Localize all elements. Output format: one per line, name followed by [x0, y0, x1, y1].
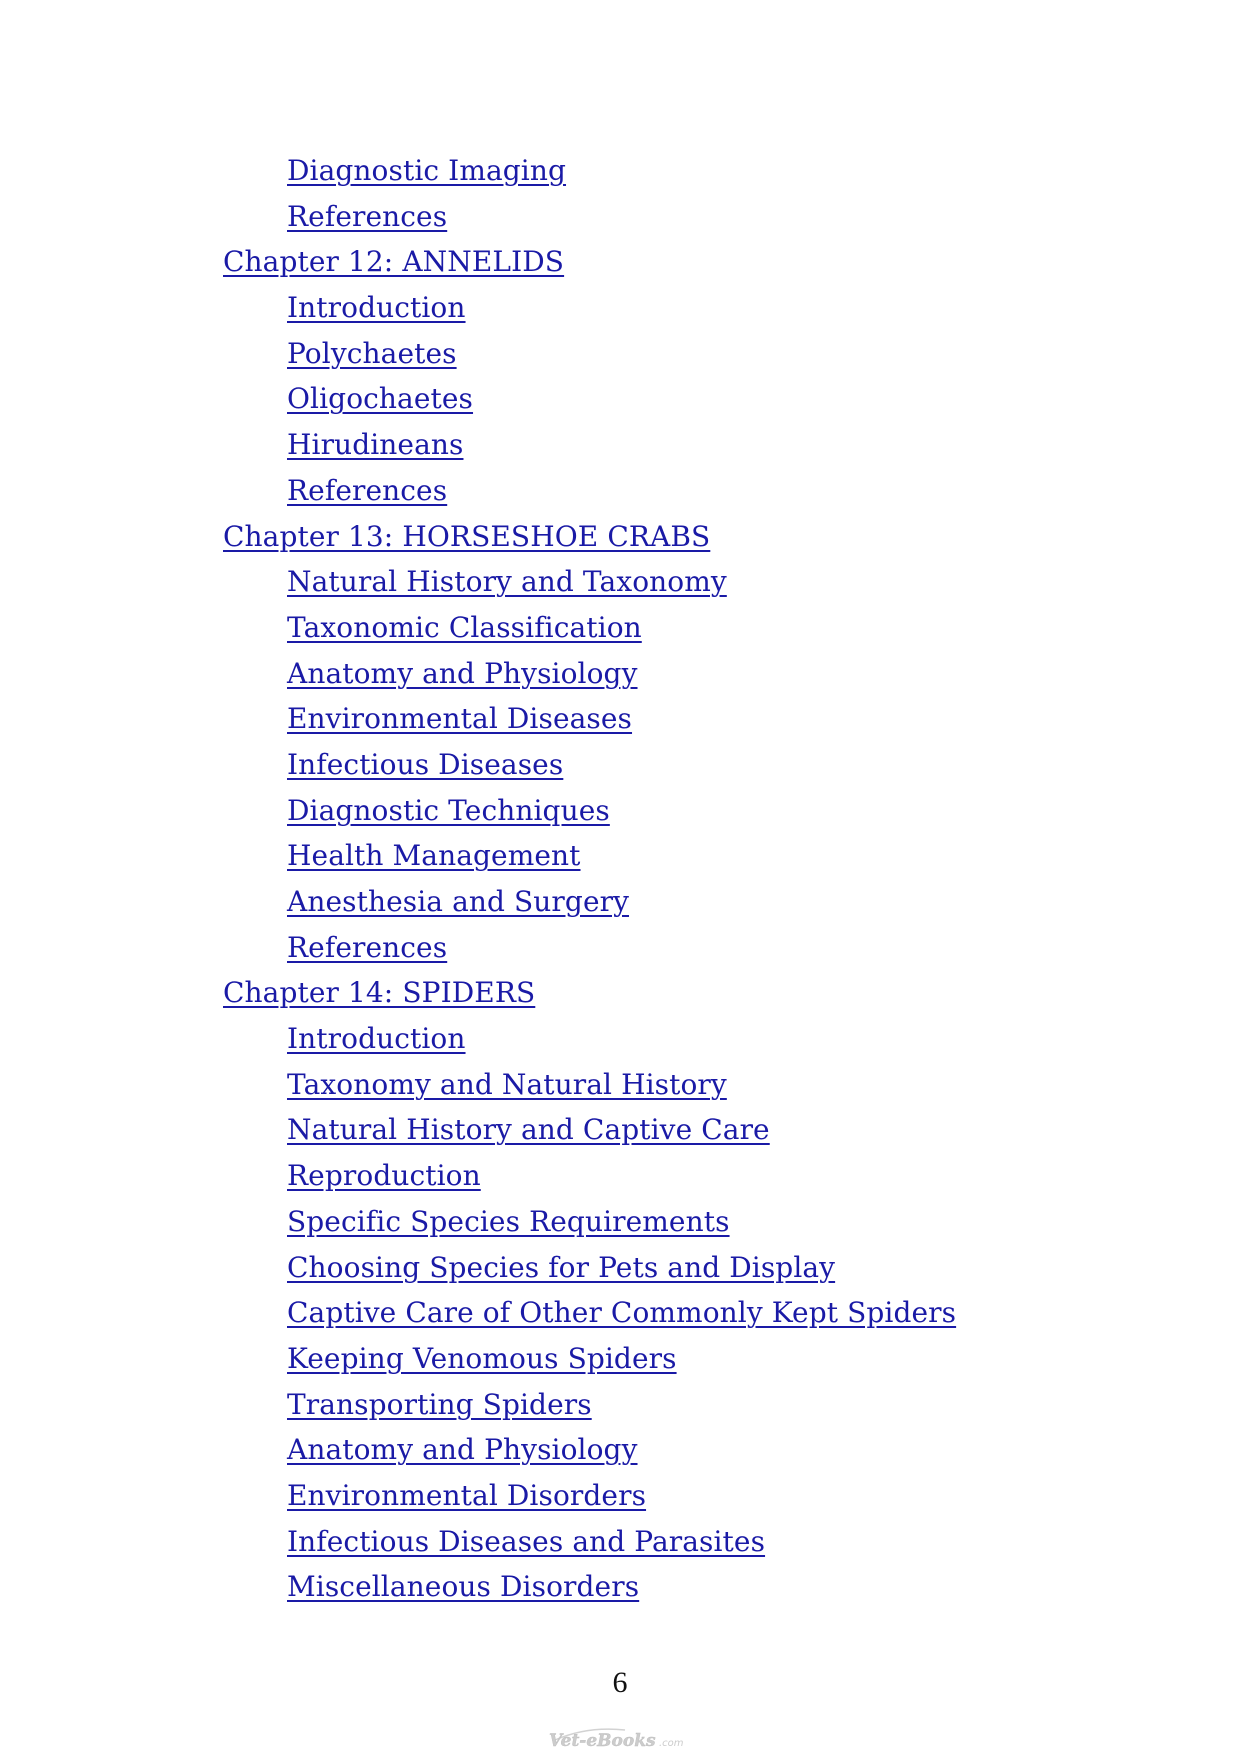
toc-section-entry — [0, 1427, 1240, 1473]
section-link[interactable]: Anesthesia and Surgery — [287, 885, 630, 918]
toc-chapter-entry — [0, 970, 1240, 1016]
section-link[interactable]: Anatomy and Physiology — [287, 1433, 638, 1467]
section-link[interactable]: Diagnostic Imaging — [287, 154, 567, 187]
section-link[interactable]: Hirudineans — [287, 428, 464, 462]
toc-section-entry — [0, 925, 1240, 971]
svg-text:.com: .com — [659, 1738, 684, 1749]
toc-section-entry — [0, 1473, 1240, 1519]
toc-section-entry — [0, 788, 1240, 834]
section-link[interactable]: Polychaetes — [287, 336, 457, 370]
section-link[interactable]: Natural History and Captive Care — [287, 1113, 770, 1147]
toc-section-entry — [0, 1290, 1240, 1336]
section-link[interactable]: Miscellaneous Disorders — [287, 1570, 640, 1604]
toc-section-entry — [0, 696, 1240, 742]
section-link[interactable]: References — [287, 473, 448, 507]
section-link[interactable]: Natural History and Taxonomy — [287, 565, 727, 599]
toc-section-entry — [0, 1519, 1240, 1565]
toc-section-entry — [0, 194, 1240, 240]
toc-section-entry — [0, 1062, 1240, 1108]
section-link[interactable]: Keeping Venomous Spiders — [287, 1341, 677, 1375]
toc-section-entry — [0, 1153, 1240, 1199]
toc-section-entry — [0, 1564, 1240, 1610]
section-link[interactable]: Choosing Species for Pets and Display — [287, 1250, 836, 1284]
toc-section-entry — [0, 879, 1240, 925]
section-link[interactable]: Captive Care of Other Commonly Kept Spiders — [287, 1296, 957, 1330]
section-link[interactable]: Specific Species Requirements — [287, 1204, 730, 1238]
section-link[interactable]: Taxonomic Classification — [287, 610, 642, 644]
toc-chapter-entry — [0, 239, 1240, 285]
toc-chapter-entry — [0, 514, 1240, 560]
toc-section-entry — [0, 1107, 1240, 1153]
section-link[interactable]: References — [287, 199, 448, 233]
section-link[interactable]: Diagnostic Techniques — [287, 793, 610, 827]
svg-text:Vet-eBooks: Vet-eBooks — [549, 1731, 656, 1750]
chapter-link[interactable]: Chapter 12: ANNELIDS — [223, 245, 565, 279]
chapter-link[interactable]: Chapter 14: SPIDERS — [223, 976, 536, 1010]
page-number: 6 — [612, 1666, 628, 1699]
toc-section-entry — [0, 468, 1240, 514]
section-link[interactable]: Infectious Diseases — [287, 747, 564, 781]
toc-section-entry — [0, 1382, 1240, 1428]
section-link[interactable]: Transporting Spiders — [287, 1387, 592, 1421]
toc-section-entry — [0, 1199, 1240, 1245]
table-of-contents — [0, 148, 1240, 1610]
section-link[interactable]: Taxonomy and Natural History — [287, 1067, 727, 1101]
section-link[interactable]: Anatomy and Physiology — [287, 656, 638, 690]
section-link[interactable]: Introduction — [287, 291, 466, 325]
toc-section-entry — [0, 559, 1240, 605]
toc-section-entry — [0, 742, 1240, 788]
section-link[interactable]: References — [287, 930, 448, 964]
toc-section-entry — [0, 833, 1240, 879]
toc-section-entry — [0, 605, 1240, 651]
toc-section-entry — [0, 1245, 1240, 1291]
toc-section-entry — [0, 1336, 1240, 1382]
section-link[interactable]: Health Management — [287, 839, 581, 873]
section-link[interactable]: Introduction — [287, 1022, 466, 1056]
section-link[interactable]: Environmental Disorders — [287, 1478, 647, 1512]
section-link[interactable]: Environmental Diseases — [287, 702, 633, 736]
chapter-link[interactable]: Chapter 13: HORSESHOE CRABS — [223, 519, 711, 553]
toc-section-entry — [0, 331, 1240, 377]
toc-section-entry — [0, 1016, 1240, 1062]
toc-section-entry — [0, 148, 1240, 194]
toc-section-entry — [0, 376, 1240, 422]
toc-section-entry — [0, 651, 1240, 697]
section-link[interactable]: Infectious Diseases and Parasites — [287, 1524, 766, 1558]
toc-section-entry — [0, 285, 1240, 331]
watermark-logo — [547, 1724, 697, 1750]
toc-section-entry — [0, 422, 1240, 468]
section-link[interactable]: Oligochaetes — [287, 382, 474, 416]
section-link[interactable]: Reproduction — [287, 1159, 481, 1193]
